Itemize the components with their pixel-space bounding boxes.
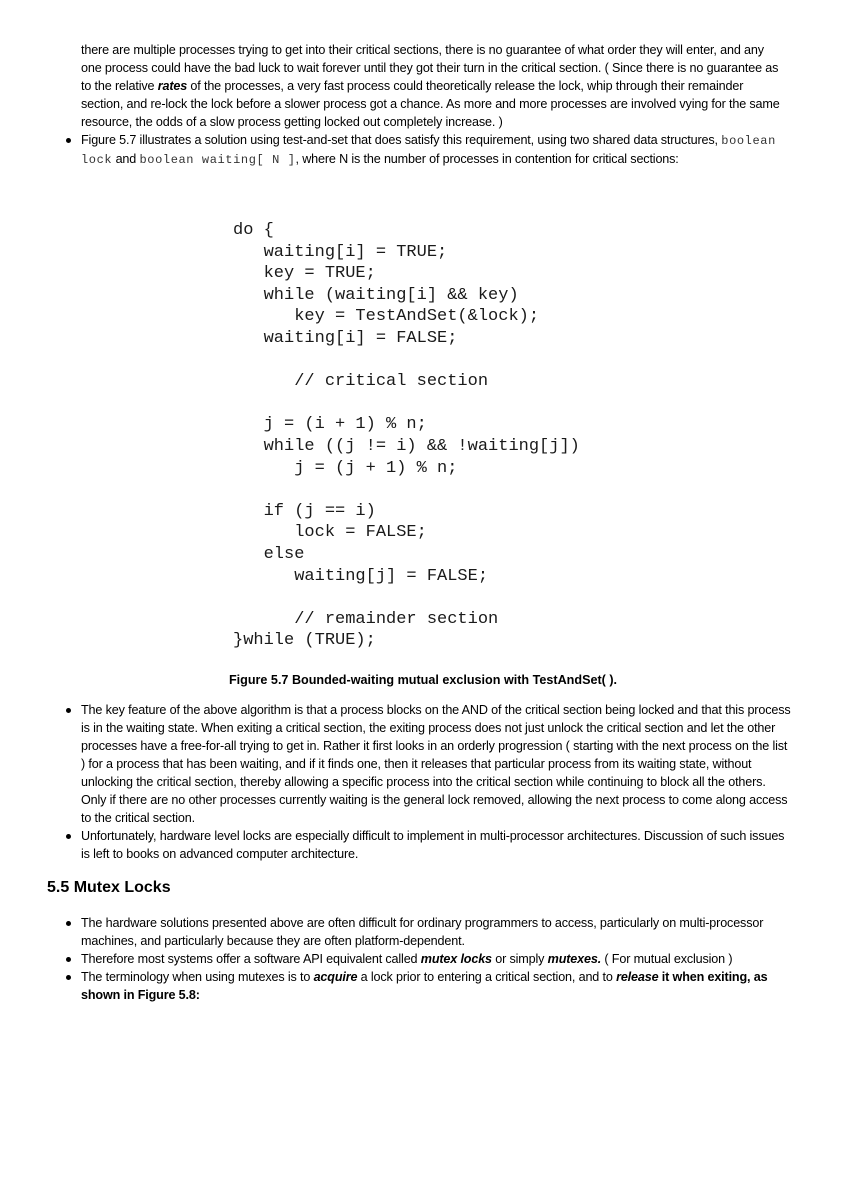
code-line: // critical section [233,372,489,392]
continuation-text: there are multiple processes trying to get into their critical sections, there is no guarantee of what order they will enter, and any one process could have the bad luck to wait forever until they got their turn in the critical section. ( Since there is no guarantee as to the relative [81,43,779,93]
code-line: key = TestAndSet(&lock); [233,307,540,327]
figure-caption: Figure 5.7 Bounded-waiting mutual exclusion with TestAndSet( ). [228,673,618,687]
after-figure-block [81,701,793,863]
code-line: key = TRUE; [233,264,376,284]
code-line: waiting[i] = TRUE; [233,242,448,262]
list-item [81,131,781,169]
code-line: j = (i + 1) % n; [233,415,427,435]
bullet-text: Figure 5.7 illustrates a solution using test-and-set that does satisfy this requirement, using two shared data structures, [81,133,722,147]
emphasis-release: release [616,970,659,984]
bullet-text-end: , where N is the number of processes in contention for critical sections: [295,152,679,166]
mutex-bullet-list [81,914,793,1004]
intro-block [81,41,781,169]
code-line: else [233,544,305,564]
code-line: waiting[j] = FALSE; [233,566,489,586]
emphasis-acquire: acquire [313,970,358,984]
code-line: while (waiting[i] && key) [233,285,519,305]
list-item: The hardware solutions presented above are often difficult for ordinary programmers to access, particularly on multi-processor machines, and particularly because they are often platform-dependent. [81,914,793,950]
emphasis-mutex-locks: mutex locks [420,952,492,966]
emphasis-rates: rates [157,79,188,93]
after-figure-bullet-list [81,701,793,863]
code-line: do { [233,221,274,240]
code-line: if (j == i) [233,501,376,521]
bullet-text-mid: or simply [491,952,548,966]
list-item: The key feature of the above algorithm is that a process blocks on the AND of the critical section being locked and that this process is in the waiting state. When exiting a critical section, the exiting process does not just unlock the critical section and let the other processes have a free-for-all trying to get in. Rather it first looks in an orderly progression ( starting with the next process on the list ) for a process that has been waiting, and if it finds one, then it releases that particular process from its waiting state, without unlocking the critical section, thereby allowing a specific process into the critical section while continuing to block all the others. Only if there are no other processes currently waiting is the general lock removed, allowing the next process to come along access to the critical section. [81,701,793,827]
list-item [81,950,793,968]
inline-code-lock: boolean lock [81,134,776,167]
bullet-text-mid: a lock prior to entering a critical section, and to [357,970,617,984]
list-item: Unfortunately, hardware level locks are especially difficult to implement in multi-processor architectures. Discussion of such issues is left to books on advanced computer architecture. [81,827,793,863]
code-line: // remainder section [233,609,499,629]
code-line: while ((j != i) && !waiting[j]) [233,436,580,456]
list-item [81,968,793,1004]
conjunction-text: and [112,152,140,166]
bullet-text-end: ( For mutual exclusion ) [601,952,733,966]
code-line: j = (j + 1) % n; [233,458,458,478]
fig57-bullet-list [81,131,781,169]
code-line: }while (TRUE); [233,631,376,651]
inline-code-waiting: boolean waiting[ N ] [139,153,296,167]
emphasis-mutexes: mutexes. [547,952,602,966]
bullet-text-end-bold: it when exiting, as shown in Figure 5.8: [81,970,768,1002]
continuation-end-text: of the processes, a very fast process could theoretically release the lock, whip through their remainder section, and re-lock the lock before a slower process got a chance. As more and more processes are involved vying for the same resource, the odds of a slow process getting locked out completely increase. ) [81,79,780,129]
section-heading: 5.5 Mutex Locks [47,879,171,896]
code-figure [233,220,580,652]
continuation-paragraph [81,41,781,131]
bullet-text: The terminology when using mutexes is to [81,970,314,984]
code-line: waiting[i] = FALSE; [233,328,458,348]
bullet-text: Therefore most systems offer a software API equivalent called [81,952,421,966]
mutex-block [81,914,793,1004]
code-line: lock = FALSE; [233,523,427,543]
